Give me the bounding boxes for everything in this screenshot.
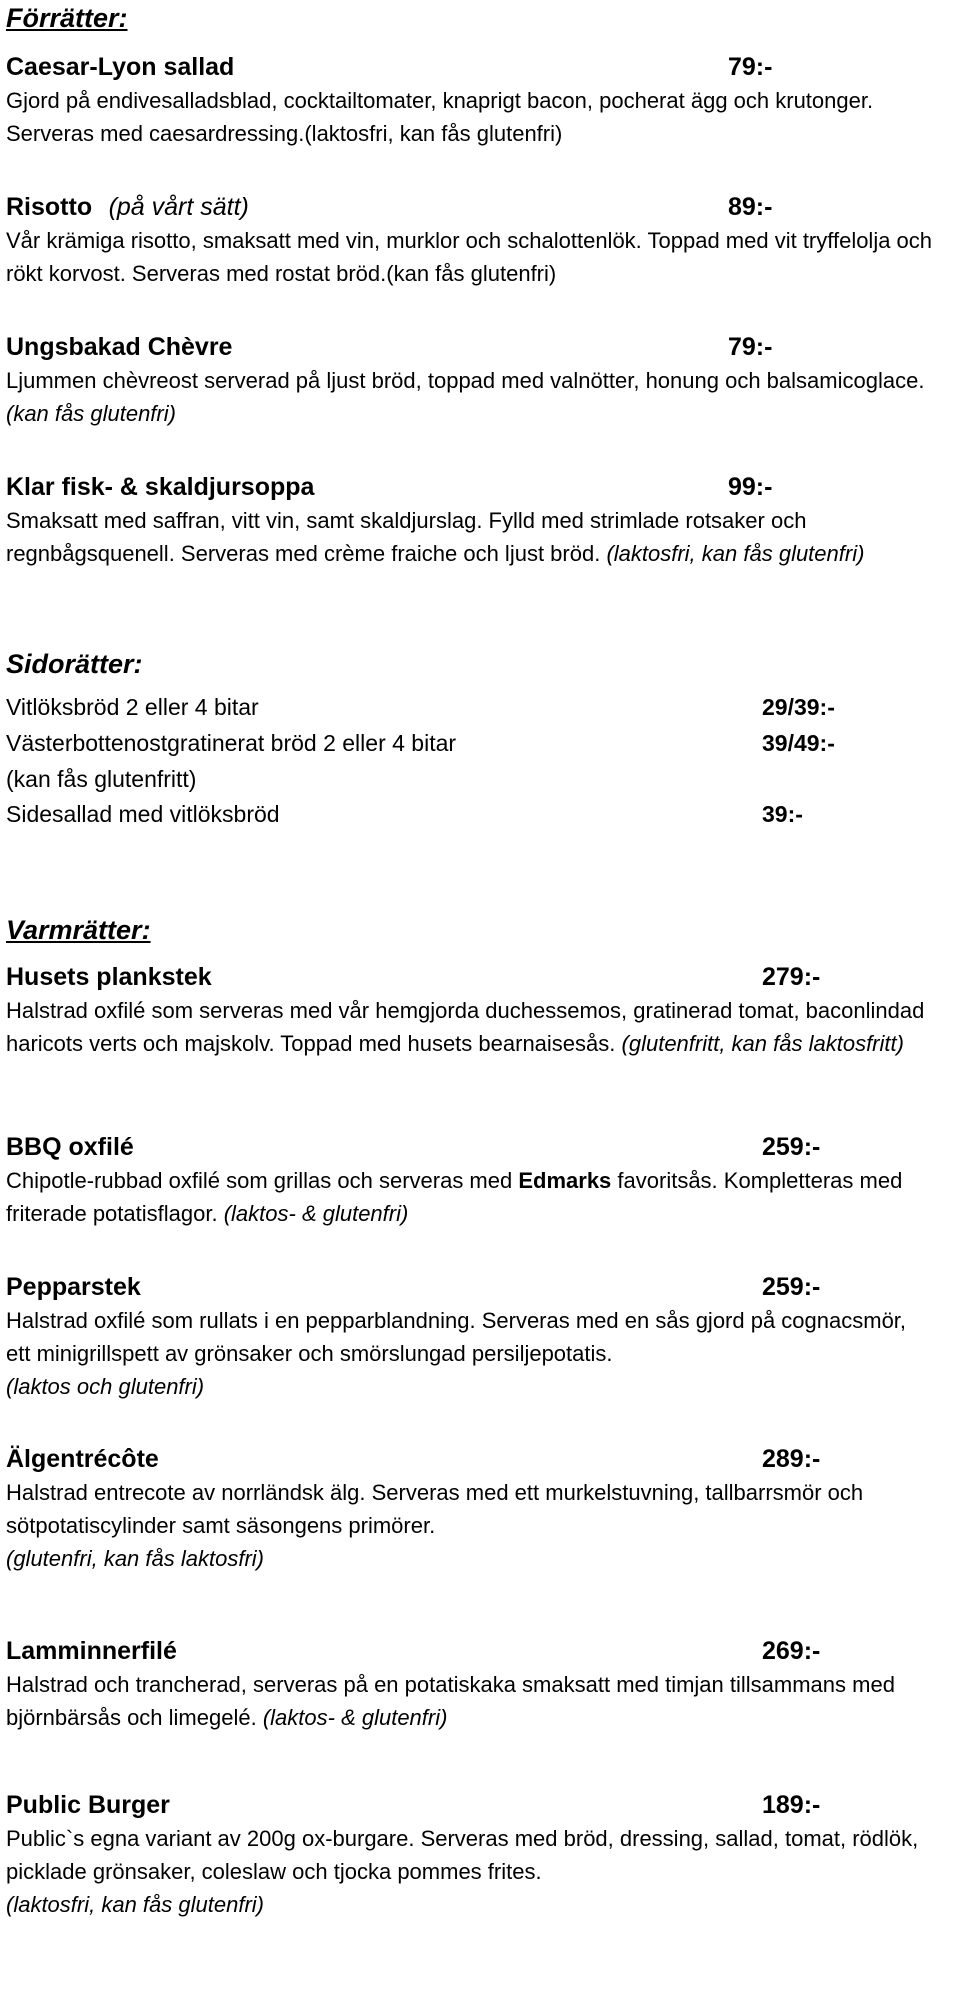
item-price: 259:- — [762, 1273, 821, 1301]
item-title: Klar fisk- & skaldjursoppa — [6, 473, 315, 501]
item-description: Halstrad och trancherad, serveras på en potatiskaka smaksatt med timjan tillsammans med björnbärsås och limegelé. — [6, 1672, 895, 1730]
item-title: Ungsbakad Chèvre — [6, 333, 233, 361]
item-description: Chipotle-rubbad oxfilé som grillas och serveras med — [6, 1168, 519, 1193]
item-title: Risotto — [6, 193, 93, 221]
menu-item-plankstek — [6, 960, 925, 1060]
item-title: Pepparstek — [6, 1273, 141, 1301]
section-heading-sides: Sidorätter: — [6, 649, 143, 679]
item-description: Halstrad oxfilé som serveras med vår hemgjorda duchessemos, gratinerad tomat, baconlindad haricots verts och majskolv. Toppad med husets bearnaisesås. — [6, 998, 925, 1056]
side-price: 39/49:- — [762, 730, 835, 756]
item-note: (laktosfri, kan fås glutenfri) — [6, 1892, 264, 1917]
item-title: Public Burger — [6, 1791, 170, 1819]
menu-item-lamminnerfile — [6, 1634, 920, 1734]
item-note: (laktosfri, kan fås glutenfri) — [606, 541, 865, 566]
item-description: Vår krämiga risotto, smaksatt med vin, murklor och schalottenlök. Toppad med vit tryffelolja och rökt korvost. Serveras med rostat bröd.(kan fås glutenfri) — [6, 228, 933, 286]
item-description: Gjord på endivesalladsblad, cocktailtomater, knaprigt bacon, pocherat ägg och krutonger. Serveras med caesardressing.(laktosfri, kan fås glutenfri) — [6, 88, 874, 146]
item-price: 259:- — [762, 1133, 821, 1161]
side-item: Västerbottenostgratinerat bröd 2 eller 4 bitar — [6, 730, 457, 756]
menu-item-caesar — [6, 50, 920, 150]
item-title: Älgentrécôte — [6, 1445, 159, 1473]
item-title: Husets plankstek — [6, 963, 212, 991]
side-item: Sidesallad med vitlöksbröd — [6, 801, 280, 827]
item-price: 99:- — [728, 473, 773, 501]
menu-item-fish-soup — [6, 470, 920, 570]
menu-item-pepparstek — [6, 1270, 920, 1403]
section-heading-starters: Förrätter: — [6, 3, 128, 33]
item-title: Lamminnerfilé — [6, 1637, 177, 1665]
menu-item-bbq-oxfile — [6, 1130, 920, 1230]
item-description: Smaksatt med saffran, vitt vin, samt skaldjurslag. Fylld med strimlade rotsaker och regnbågsquenell. Serveras med crème fraiche och ljust bröd. — [6, 508, 807, 566]
item-note: (kan fås glutenfri) — [6, 401, 176, 426]
item-note: (laktos- & glutenfri) — [262, 1705, 448, 1730]
item-description: Halstrad entrecote av norrländsk älg. Serveras med ett murkelstuvning, tallbarrsmör och sötpotatiscylinder samt säsongens primörer. — [6, 1480, 864, 1538]
item-note: (laktos- & glutenfri) — [223, 1201, 409, 1226]
item-price: 79:- — [728, 333, 773, 361]
item-description: Ljummen chèvreost serverad på ljust bröd, toppad med valnötter, honung och balsamicoglace. — [6, 368, 925, 393]
item-description: Public`s egna variant av 200g ox-burgare. Serveras med bröd, dressing, sallad, tomat, rödlök, picklade grönsaker, coleslaw och tjocka pommes frites. — [6, 1826, 919, 1884]
menu-item-algentrecote — [6, 1442, 920, 1575]
side-price: 39:- — [762, 801, 803, 827]
item-price: 89:- — [728, 193, 773, 221]
item-price: 79:- — [728, 53, 773, 81]
item-description: Halstrad oxfilé som rullats i en pepparblandning. Serveras med en sås gjord på cognacsmör, ett minigrillspett av grönsaker och smörslungad persiljepotatis. — [6, 1308, 907, 1366]
side-note: (kan fås glutenfritt) — [6, 766, 197, 792]
item-price: 269:- — [762, 1637, 821, 1665]
menu-item-chevre — [6, 330, 925, 430]
item-description-end: favoritsås. Kompletteras med friterade potatisflagor. — [6, 1168, 903, 1226]
section-heading-mains: Varmrätter: — [6, 915, 151, 945]
item-price: 279:- — [762, 963, 821, 991]
side-item: Vitlöksbröd 2 eller 4 bitar — [6, 694, 259, 720]
menu-item-risotto — [6, 190, 933, 290]
item-note: (glutenfritt, kan fås laktosfritt) — [621, 1031, 904, 1056]
item-title: BBQ oxfilé — [6, 1133, 134, 1161]
menu-item-public-burger — [6, 1788, 920, 1921]
side-price: 29/39:- — [762, 694, 835, 720]
item-title: Caesar-Lyon sallad — [6, 53, 235, 81]
item-price: 289:- — [762, 1445, 821, 1473]
item-description-highlight: Edmarks — [518, 1168, 612, 1193]
item-note: (glutenfri, kan fås laktosfri) — [6, 1546, 264, 1571]
item-note: (laktos och glutenfri) — [6, 1374, 205, 1399]
item-subtitle: (på vårt sätt) — [108, 193, 249, 221]
item-price: 189:- — [762, 1791, 821, 1819]
